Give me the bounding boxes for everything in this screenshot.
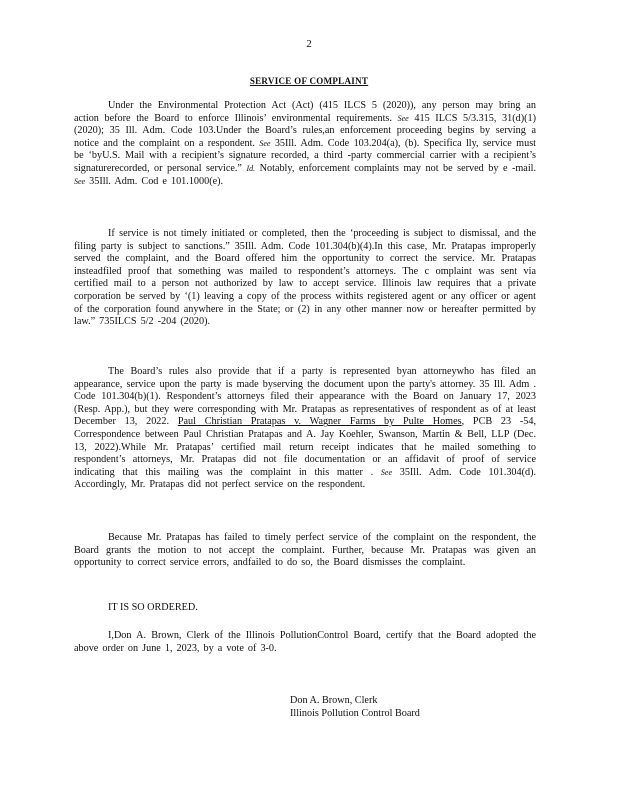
text: I,Don A. Brown, Clerk of the Illinois PollutionControl Board, certify that the Board adopted the above order on June 1, 2023, by a vote of 3-0.: [74, 630, 536, 654]
paragraph-certification: [74, 630, 536, 655]
case-name: Paul Christian Pratapas v. Wagner Farms by Pulte Homes: [177, 416, 462, 428]
text: 35Ill. Adm. Code 103.204(a), (b). Specifica lly, service must be ‘byU.S. Mail with a recipient’s signature recorded, a third -party commercial carrier with a recipient’s signaturerecorded, or personal service.”: [74, 137, 536, 174]
paragraph-service-rules: [74, 100, 536, 188]
text: 35Ill. Adm. Cod e 101.1000(e).: [89, 175, 224, 187]
section-heading: [0, 76, 618, 86]
section-heading-text: SERVICE OF COMPLAINT: [249, 76, 369, 86]
signature-block: [290, 694, 420, 720]
paragraph-improper-service: [74, 228, 536, 329]
text: Notably, enforcement complaints may not be served by e -mail.: [259, 162, 537, 174]
page-number: 2: [306, 38, 312, 50]
text: 415 ILCS 5/3.315, 31(d)(1) (2020); 35 Ill. Adm. Code 103.Under the Board’s rules,an enforcement proceeding begins by serving a notice and the complaint on a respondent.: [74, 112, 537, 149]
text: 35Ill. Adm. Code 101.304(d). Accordingly, Mr. Pratapas did not perfect service on the respondent.: [74, 466, 537, 491]
citation-signal: See: [380, 467, 392, 477]
citation-signal: Id.: [246, 163, 256, 173]
signature-title: Illinois Pollution Control Board: [290, 708, 420, 719]
text: Under the Environmental Protection Act (Act) (415 ILCS 5 (2020)), any person may bring an action before the Board to enforce Illinois’ environmental requirements.: [74, 100, 536, 124]
citation-signal: See: [397, 113, 409, 123]
signature-name: Don A. Brown, Clerk: [290, 695, 378, 706]
text: If service is not timely initiated or completed, then the ‘proceeding is subject to dismissal, and the filing party is subject to sanctions.” 35Ill. Adm. Code 101.304(b)(4).In this case, Mr. Pratapas improperly served the complaint, and the Board offered him the opportunity to correct the service. Mr. Pratapas insteadfiled proof that something was mailed to respondent’s attorneys. The c omplaint was sent via certified mail to a person not authorized by law to accept service. Illinois law requires that a private corporation be served by ‘(1) leaving a copy of the process withits registered agent or any officer or agent of the corporation found anywhere in the State; or (2) in any other manner now or hereafter permitted by law.” 735ILCS 5/2 -204 (2020).: [74, 228, 536, 328]
paragraph-attorney-service: [74, 366, 536, 492]
paragraph-dismissal: [74, 532, 536, 570]
citation-signal: See: [74, 176, 86, 186]
text: , PCB 23 -54, Correspondence between Paul Christian Pratapas and A. Jay Koehler, Swanson, Martin & Bell, LLP (Dec. 13, 2022).While Mr. Pratapas’ certified mail return receipt indicates that he mailed something to respondent’s attorneys, Mr. Pratapas did not file documentation or an affidavit of proof of service indicating that this mailing was the complaint in this matter .: [74, 416, 537, 478]
citation-signal: See: [259, 138, 271, 148]
order-statement: IT IS SO ORDERED.: [108, 602, 198, 613]
text: Because Mr. Pratapas has failed to timely perfect service of the complaint on the respondent, the Board grants the motion to not accept the complaint. Further, because Mr. Pratapas was given an opportunity to correct service errors, andfailed to do so, the Board dismisses the complaint.: [74, 532, 536, 569]
text: The Board’s rules also provide that if a party is represented byan attorneywho has filed an appearance, service upon the party is made byserving the document upon the party's attorney. 35 Ill. Adm . Code 101.304(b)(1). Respondent’s attorneys filed their appearance with the Board on January 17, 2023 (Resp. App.), but they were corresponding with Mr. Pratapas as representatives of respondent as of at least December 13, 2022.: [74, 366, 536, 428]
